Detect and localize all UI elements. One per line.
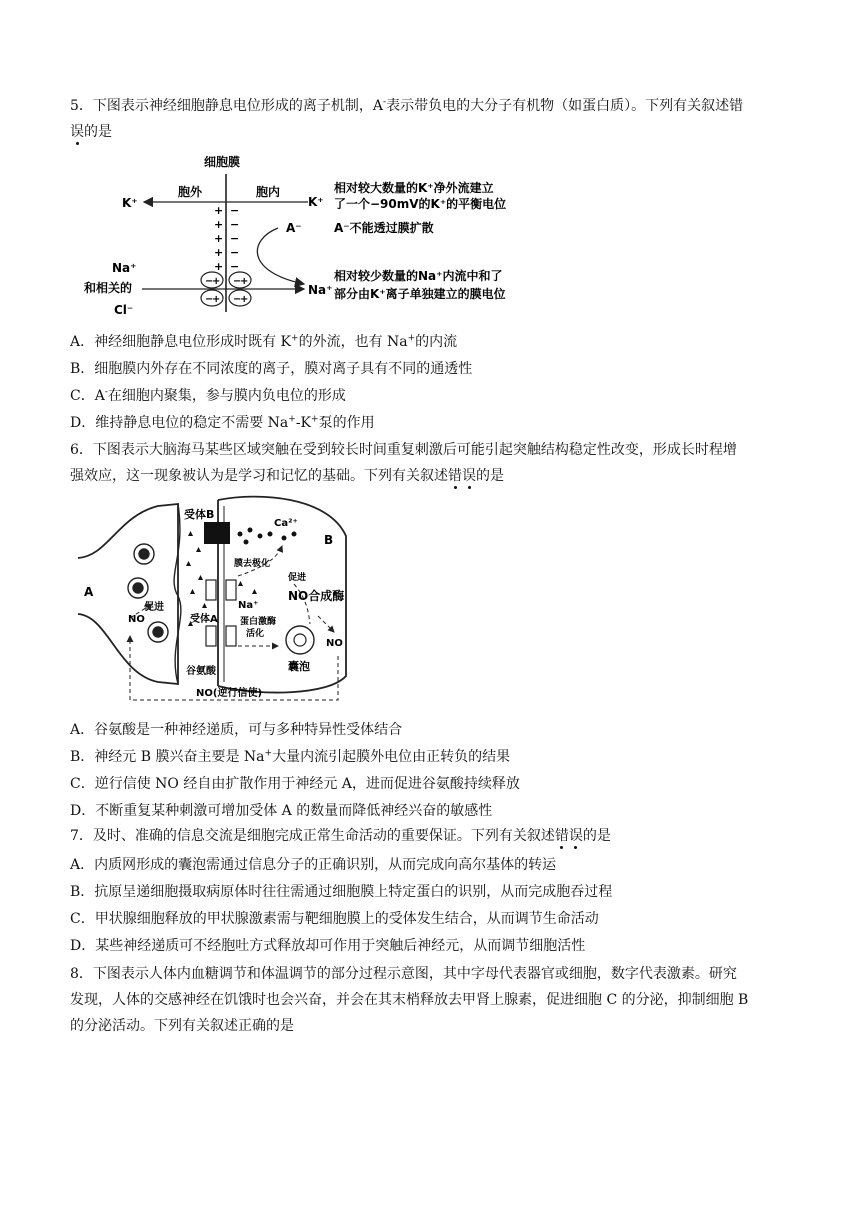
ca-ions: [238, 528, 297, 545]
kinase-label-2: 活化: [246, 629, 265, 639]
svg-text:+: +: [214, 246, 224, 259]
no-right-label: NO: [326, 638, 343, 649]
na-right-label: Na⁺: [308, 283, 333, 297]
q7-option-b: B．抗原呈递细胞摄取病原体时往往需通过细胞膜上特定蛋白的识别，从而完成胞吞过程: [70, 884, 613, 900]
q6-stem-line1: 6．下图表示大脑海马某些区域突触在受到较长时间重复刺激后可能引起突触结构稳定性改变，形成长时程增: [70, 442, 737, 458]
note-k-1: 相对较大数量的K⁺净外流建立: [334, 181, 494, 195]
svg-text:−: −: [230, 218, 240, 231]
svg-text:+: +: [214, 260, 224, 273]
note-k-2: 了一个−90mV的K⁺的平衡电位: [334, 197, 507, 211]
svg-text:+: +: [214, 204, 224, 217]
synaptic-vesicles: [128, 544, 168, 642]
vesicle-b: [286, 626, 314, 654]
no-left-label: NO: [128, 614, 145, 625]
ca-label: Ca²⁺: [274, 518, 298, 529]
q7-option-c: C．甲状腺细胞释放的甲状腺激素需与靶细胞膜上的受体发生结合，从而调节生命活动: [70, 911, 599, 927]
membrane-label: 细胞膜: [204, 155, 241, 169]
q8-stem-line1: 8．下图表示人体内血糖调节和体温调节的部分过程示意图，其中字母代表器官或细胞，数字代表激素。研究: [70, 966, 737, 982]
glutamate-label: 谷氨酸: [186, 666, 216, 677]
q7-option-a: A．内质网形成的囊泡需通过信息分子的正确识别，从而完成向高尔基体的转运: [70, 857, 557, 873]
receptor-b: [204, 522, 230, 544]
svg-text:−: −: [230, 246, 240, 259]
receptor-a-channels: [206, 580, 236, 646]
svg-text:+: +: [240, 276, 249, 287]
no-synthase-label: NO合成酶: [288, 589, 345, 603]
glutamate-molecules: [186, 531, 257, 626]
inside-label: 胞内: [256, 185, 281, 199]
label-a: A: [84, 585, 94, 599]
svg-text:−: −: [233, 294, 242, 305]
promote-right-label: 促进: [288, 573, 307, 583]
na-left-1: Na⁺: [112, 261, 137, 275]
q6-figure: [78, 496, 358, 710]
q6-option-b: B．神经元 B 膜兴奋主要是 Na+大量内流引起膜外电位由正转负的结果: [70, 748, 511, 765]
q5-option-b: B．细胞膜内外存在不同浓度的离子，膜对离子具有不同的通透性: [70, 361, 473, 377]
svg-text:+: +: [212, 294, 221, 305]
na-label: Na⁺: [238, 600, 259, 611]
svg-text:−: −: [230, 232, 240, 245]
depol-label: 膜去极化: [234, 559, 271, 569]
note-na-1: 相对较少数量的Na⁺内流中和了: [334, 269, 503, 283]
receptor-b-label: 受体B: [184, 508, 215, 521]
svg-text:+: +: [214, 232, 224, 245]
svg-text:−: −: [205, 276, 214, 287]
note-na-2: 部分由K⁺离子单独建立的膜电位: [334, 287, 506, 301]
svg-text:−: −: [233, 276, 242, 287]
label-b: B: [324, 533, 334, 547]
q7-stem: 7．及时、准确的信息交流是细胞完成正常生命活动的重要保证。下列有关叙述错误的是: [70, 828, 611, 844]
q8-stem-line2: 发现，人体的交感神经在饥饿时也会兴奋，并会在其末梢释放去甲肾上腺素，促进细胞 C 的分泌，抑制细胞 B: [70, 992, 749, 1008]
q6-option-a: A．谷氨酸是一种神经递质，可与多种特异性受体结合: [70, 722, 403, 738]
q5-option-a: A．神经细胞静息电位形成时既有 K+的外流，也有 Na+的内流: [70, 333, 458, 350]
na-left-2: 和相关的: [84, 281, 133, 295]
svg-text:+: +: [212, 276, 221, 287]
promote-left-label: 促进: [144, 602, 164, 613]
q7-option-d: D．某些神经递质可不经胞吐方式释放却可作用于突触后神经元，从而调节细胞活性: [70, 938, 586, 954]
k-right-label: K⁺: [308, 195, 324, 209]
na-left-3: Cl⁻: [114, 303, 134, 317]
q6-stem-line2: 强效应，这一现象被认为是学习和记忆的基础。下列有关叙述错误的是: [70, 468, 504, 484]
note-a: A⁻不能透过膜扩散: [334, 221, 434, 235]
receptor-a-label: 受体A: [190, 614, 218, 625]
q8-stem-line3: 的分泌活动。下列有关叙述正确的是: [70, 1018, 294, 1034]
q5-figure: [84, 152, 558, 322]
svg-text:−: −: [205, 294, 214, 305]
q5-stem-line1: 5．下图表示神经细胞静息电位形成的离子机制，A-表示带负电的大分子有机物（如蛋白质）。下列有关叙述错: [70, 97, 744, 114]
outside-label: 胞外: [178, 185, 203, 199]
q5-option-d: D．维持静息电位的稳定不需要 Na+-K+泵的作用: [70, 414, 375, 431]
kinase-label-1: 蛋白激酶: [240, 617, 277, 627]
svg-text:+: +: [214, 218, 224, 231]
k-left-label: K⁺: [122, 196, 138, 210]
q5-option-c: C．A-在细胞内聚集，参与膜内负电位的形成: [70, 387, 346, 404]
a-minus-curve: [257, 228, 304, 284]
a-minus-label: A⁻: [286, 221, 302, 235]
q6-option-c: C．逆行信使 NO 经自由扩散作用于神经元 A，进而促进谷氨酸持续释放: [70, 776, 520, 792]
vesicle-label: 囊泡: [288, 660, 310, 673]
svg-text:+: +: [240, 294, 249, 305]
q5-stem-line2: 误的是: [70, 124, 112, 140]
svg-text:−: −: [230, 204, 240, 217]
q6-option-d: D．不断重复某种刺激可增加受体 A 的数量而降低神经兴奋的敏感性: [70, 803, 493, 819]
svg-text:−: −: [230, 260, 240, 273]
retro-label: NO(逆行信使): [196, 688, 263, 699]
